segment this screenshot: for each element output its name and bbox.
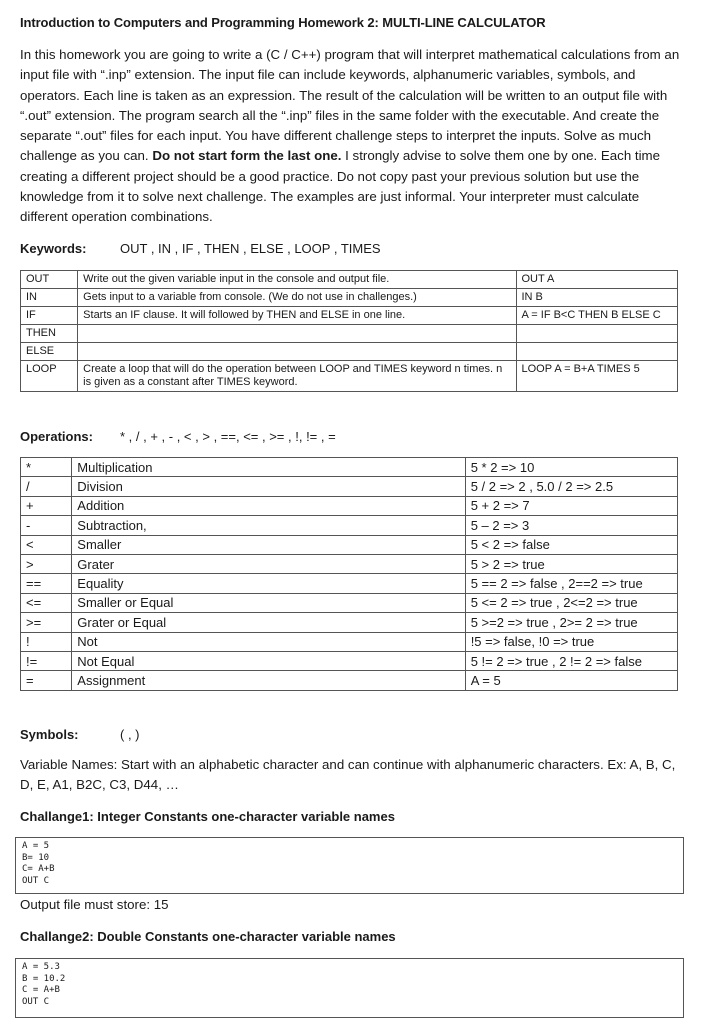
keyword-desc: Create a loop that will do the operation between LOOP and TIMES keyword n times. n is given as a constant after TIMES keyword. — [78, 361, 516, 392]
op-name: Equality — [72, 574, 465, 593]
op-example: !5 => false, !0 => true — [465, 632, 677, 651]
challenge1-heading: Challange1: Integer Constants one-character variable names — [20, 809, 395, 824]
keywords-table — [20, 270, 678, 392]
keyword-desc — [78, 325, 516, 343]
op-name: Grater or Equal — [72, 613, 465, 632]
operation-row — [21, 554, 678, 573]
op-name: Smaller — [72, 535, 465, 554]
keyword-cell: LOOP — [21, 361, 78, 392]
keyword-desc: Gets input to a variable from console. (We do not use in challenges.) — [78, 289, 516, 307]
op-symbol: * — [21, 458, 72, 477]
challenge2-heading: Challange2: Double Constants one-character variable names — [20, 929, 396, 944]
op-symbol: = — [21, 671, 72, 690]
op-example: 5 < 2 => false — [465, 535, 677, 554]
challenge2-code-block: A = 5.3 B = 10.2 C = A+B OUT C — [15, 958, 684, 1018]
op-example: 5 + 2 => 7 — [465, 496, 677, 515]
intro-text-2: I strongly advise to solve them one by one. Each time creating a different project should be a good practice. Do not copy past your previous solution but use the knowledge from it to solve next challenge. The examples are just informal. Your interpreter must calculate different operation combinations. — [20, 148, 661, 225]
keyword-row — [21, 343, 678, 361]
challenge1-code-block: A = 5 B= 10 C= A+B OUT C — [15, 837, 684, 894]
keyword-row — [21, 307, 678, 325]
symbols-label: Symbols: — [20, 727, 79, 742]
operation-row — [21, 632, 678, 651]
operations-list: * , / , + , - , < , > , ==, <= , >= , !, != , = — [120, 429, 336, 444]
keyword-example: OUT A — [516, 271, 678, 289]
op-example: 5 – 2 => 3 — [465, 516, 677, 535]
operation-row — [21, 477, 678, 496]
op-symbol: < — [21, 535, 72, 554]
keywords-label: Keywords: — [20, 241, 87, 256]
intro-paragraph — [20, 45, 684, 228]
op-symbol: != — [21, 651, 72, 670]
operation-row — [21, 535, 678, 554]
op-name: Smaller or Equal — [72, 593, 465, 612]
operations-label: Operations: — [20, 429, 93, 444]
op-name: Assignment — [72, 671, 465, 690]
op-example: 5 != 2 => true , 2 != 2 => false — [465, 651, 677, 670]
operation-row — [21, 496, 678, 515]
keyword-row — [21, 289, 678, 307]
keyword-example: A = IF B<C THEN B ELSE C — [516, 307, 678, 325]
operation-row — [21, 516, 678, 535]
keyword-row — [21, 325, 678, 343]
op-name: Not — [72, 632, 465, 651]
op-symbol: + — [21, 496, 72, 515]
op-example: 5 <= 2 => true , 2<=2 => true — [465, 593, 677, 612]
keyword-desc: Starts an IF clause. It will followed by THEN and ELSE in one line. — [78, 307, 516, 325]
op-symbol: >= — [21, 613, 72, 632]
operation-row — [21, 593, 678, 612]
intro-bold-warning: Do not start form the last one. — [152, 148, 342, 164]
keyword-example — [516, 343, 678, 361]
keyword-cell: IN — [21, 289, 78, 307]
keyword-cell: OUT — [21, 271, 78, 289]
op-symbol: ! — [21, 632, 72, 651]
op-name: Addition — [72, 496, 465, 515]
keyword-row — [21, 361, 678, 392]
keyword-cell: ELSE — [21, 343, 78, 361]
keyword-example — [516, 325, 678, 343]
operations-table — [20, 457, 678, 691]
op-example: 5 * 2 => 10 — [465, 458, 677, 477]
op-example: 5 == 2 => false , 2==2 => true — [465, 574, 677, 593]
variable-names-text: Variable Names: Start with an alphabetic character and can continue with alphanumeric characters. Ex: A, B, C, D, E, A1, B2C, C3, D44, … — [20, 757, 676, 793]
keyword-cell: THEN — [21, 325, 78, 343]
op-symbol: / — [21, 477, 72, 496]
op-example: 5 > 2 => true — [465, 554, 677, 573]
page-title: Introduction to Computers and Programming Homework 2: MULTI-LINE CALCULATOR — [20, 15, 546, 30]
keyword-desc — [78, 343, 516, 361]
op-name: Subtraction, — [72, 516, 465, 535]
op-symbol: == — [21, 574, 72, 593]
keyword-example: IN B — [516, 289, 678, 307]
operation-row — [21, 574, 678, 593]
op-symbol: > — [21, 554, 72, 573]
op-example: A = 5 — [465, 671, 677, 690]
op-name: Division — [72, 477, 465, 496]
op-symbol: - — [21, 516, 72, 535]
keyword-example: LOOP A = B+A TIMES 5 — [516, 361, 678, 392]
op-name: Multiplication — [72, 458, 465, 477]
operation-row — [21, 671, 678, 690]
keyword-desc: Write out the given variable input in the console and output file. — [78, 271, 516, 289]
op-example: 5 / 2 => 2 , 5.0 / 2 => 2.5 — [465, 477, 677, 496]
keywords-list: OUT , IN , IF , THEN , ELSE , LOOP , TIMES — [120, 241, 381, 256]
operation-row — [21, 651, 678, 670]
symbols-list: ( , ) — [120, 727, 140, 742]
intro-text-1: In this homework you are going to write a (C / C++) program that will interpret mathematical calculations from an input file with “.inp” extension. The input file can include keywords, alphanumeric variables, symbols, and operators. Each line is taken as an expression. The result of the calculation will be written to an output file with “.out” extension. The program search all the “.inp” files in the same folder with the executable. And create the separate “.out” files for each input. You have different challenge steps to interpret the inputs. Solve as much challenge as you can. — [20, 47, 680, 164]
operation-row — [21, 458, 678, 477]
keyword-row — [21, 271, 678, 289]
keyword-cell: IF — [21, 307, 78, 325]
operation-row — [21, 613, 678, 632]
op-name: Not Equal — [72, 651, 465, 670]
op-example: 5 >=2 => true , 2>= 2 => true — [465, 613, 677, 632]
op-name: Grater — [72, 554, 465, 573]
challenge1-output-text: Output file must store: 15 — [20, 897, 169, 912]
op-symbol: <= — [21, 593, 72, 612]
